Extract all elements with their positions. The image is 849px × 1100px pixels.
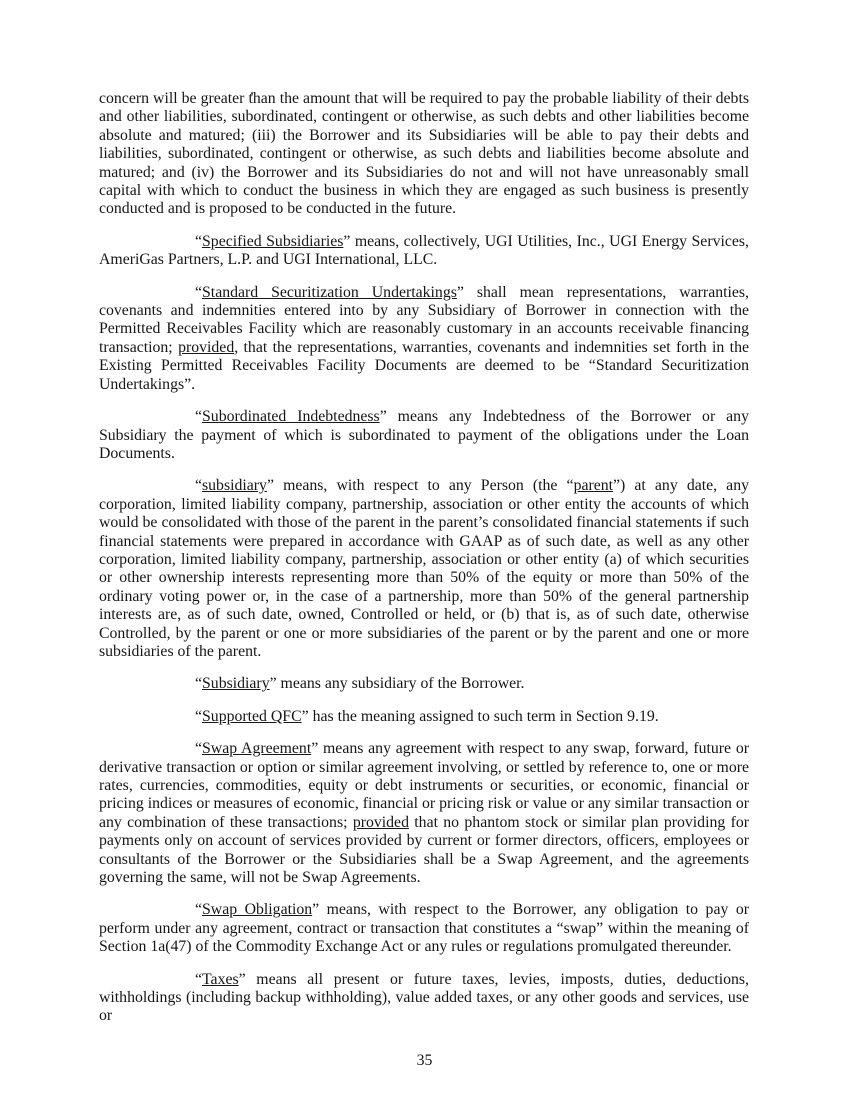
- defined-term: Standard Securitization Undertakings: [202, 283, 457, 301]
- text-run: ” means, collectively, UGI Utilities, Inc., UGI Energy Services, AmeriGas Partners, L.P. and UGI International, LLC.: [99, 232, 749, 269]
- text-run: ” means all present or future taxes, levies, imposts, duties, deductions, withholdings (including backup withholding), value added taxes, or any other goods and services, use or: [99, 970, 749, 1025]
- text-run: “: [195, 740, 203, 758]
- text-run: “: [195, 477, 203, 495]
- defined-term: Swap Obligation: [202, 901, 313, 919]
- text-run: “: [195, 901, 203, 919]
- paragraph: [99, 477, 749, 661]
- text-run: ” means, with respect to the Borrower, any obligation to pay or perform under any agreement, contract or transaction that constitutes a “swap” within the meaning of Section 1a(47) of the Commodity Exchange Act or any rules or regulations promulgated thereunder.: [99, 901, 749, 956]
- defined-term: Taxes: [202, 970, 239, 988]
- paragraph: [99, 971, 749, 1026]
- text-run: “: [195, 283, 203, 301]
- text-run: that no phantom stock or similar plan providing for payments only on account of services provided by current or former directors, officers, employees or consultants of the Borrower or the Subsidiaries shall be a Swap Agreement, and the agreements governing the same, will not be Swap Agreements.: [99, 813, 749, 887]
- page-number: 35: [416, 1052, 433, 1069]
- paragraph: [99, 708, 749, 726]
- paragraph: [99, 284, 749, 394]
- text-run: ” means, with respect to any Person (the “: [266, 477, 574, 495]
- text-run: “: [195, 408, 203, 426]
- page-content: [99, 90, 749, 1040]
- defined-term: Subsidiary: [202, 675, 270, 693]
- text-run: “: [195, 970, 203, 988]
- defined-term: Subordinated Indebtedness: [202, 408, 380, 426]
- paragraph: [99, 233, 749, 270]
- paragraph: [99, 90, 749, 219]
- text-run: ” shall mean representations, warranties, covenants and indemnities entered into by any Subsidiary of Borrower in connection with the Permitted Receivables Facility which are reasonably customary in an accounts receivable financing transaction;: [99, 283, 749, 356]
- paragraph: [99, 740, 749, 887]
- text-run: “: [195, 232, 203, 250]
- text-run: ” means any agreement with respect to any swap, forward, future or derivative transaction or option or similar agreement involving, or settled by reference to, one or more rates, currencies, commodities, equity or debt instruments or securities, or economic, financial or pricing indices or measures of economic, financial or pricing risk or value or any similar transaction or any combination of these transactions;: [99, 740, 750, 831]
- paragraph: [99, 675, 749, 693]
- text-run: , that the representations, warranties, covenants and indemnities set forth in the Existing Permitted Receivables Facility Documents are deemed to be “Standard Securitization Undertakings”.: [99, 338, 749, 393]
- defined-term: Specified Subsidiaries: [202, 232, 344, 250]
- defined-term: Supported QFC: [202, 707, 302, 725]
- text-run: “: [195, 675, 203, 693]
- defined-term: subsidiary: [202, 477, 267, 495]
- defined-term: provided: [178, 338, 235, 356]
- text-run: ” has the meaning assigned to such term in Section 9.19.: [301, 707, 659, 725]
- paragraph: [99, 408, 749, 463]
- text-run: ” means any Indebtedness of the Borrower or any Subsidiary the payment of which is subordinated to payment of the obligations under the Loan Documents.: [99, 408, 749, 462]
- text-run: “: [195, 707, 203, 725]
- text-run: concern will be greater than the amount that will be required to pay the probable liability of their debts and other liabilities, subordinated, contingent or otherwise, as such debts and other liabilities become absolute and matured; (iii) the Borrower and its Subsidiaries will be able to pay their debts and liabilities, subordinated, contingent or otherwise, as such debts and liabilities become absolute and matured; and (iv) the Borrower and its Subsidiaries do not and will not have unreasonably small capital with which to conduct the business in which they are engaged as such business is presently conducted and is proposed to be conducted in the future.: [99, 90, 749, 218]
- defined-term: provided: [352, 813, 409, 831]
- paragraph: [99, 901, 749, 956]
- text-run: ” means any subsidiary of the Borrower.: [269, 675, 525, 693]
- defined-term: parent: [573, 477, 614, 495]
- text-run: ”) at any date, any corporation, limited liability company, partnership, association or other entity the accounts of which would be consolidated with those of the parent in the parent’s consolidated financial statements if such financial statements were prepared in accordance with GAAP as of such date, as well as any other corporation, limited liability company, partnership, association or other entity (a) of which securities or other ownership interests representing more than 50% of the equity or more than 50% of the ordinary voting power or, in the case of a partnership, more than 50% of the general partnership interests are, as of such date, owned, Controlled or held, or (b) that is, as of such date, otherwise Controlled, by the parent or one or more subsidiaries of the parent or by the parent and one or more subsidiaries of the parent.: [99, 477, 749, 660]
- defined-term: Swap Agreement: [202, 740, 312, 758]
